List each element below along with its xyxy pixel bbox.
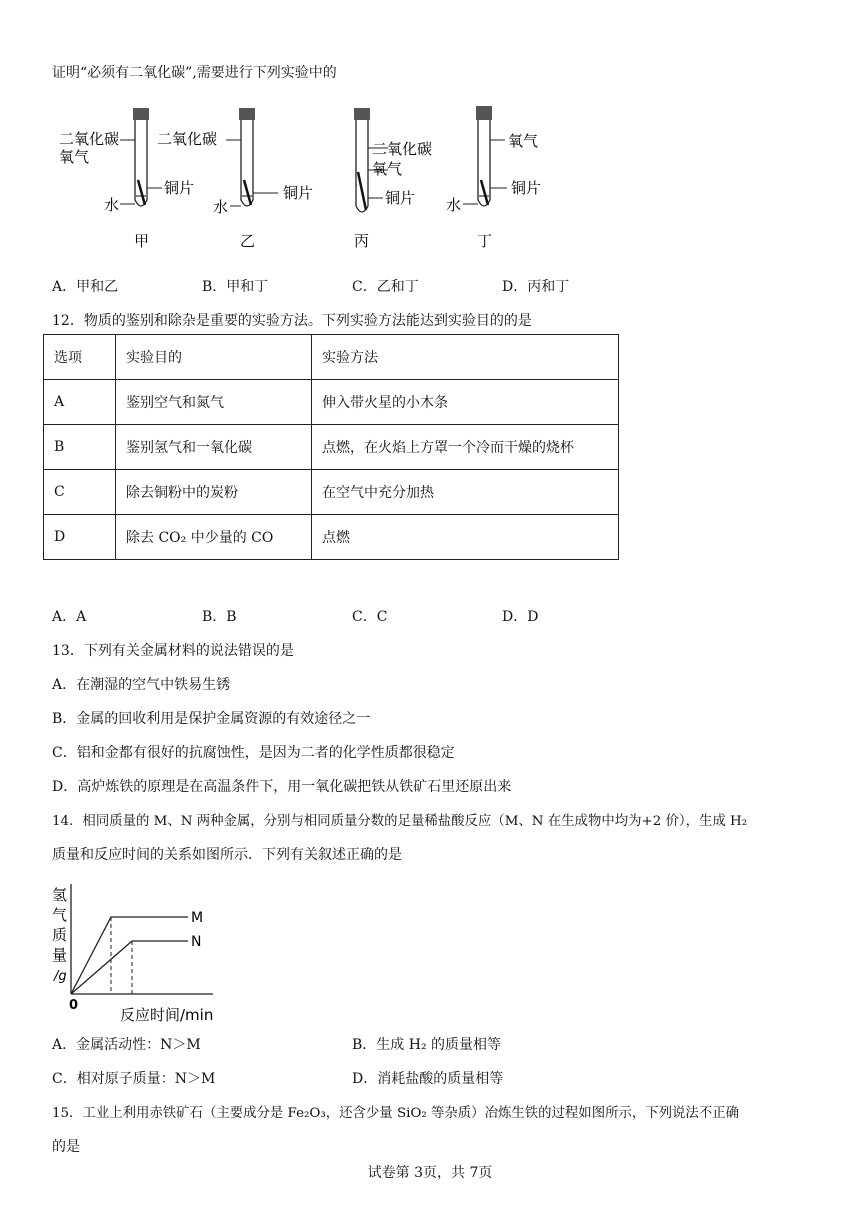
ylabel-char-2: 气 <box>52 906 68 924</box>
q12-option-a[interactable]: A．A <box>52 609 87 625</box>
tube-jia-gas-1: 二氧化碳 <box>59 130 120 148</box>
q11-option-d[interactable]: D．丙和丁 <box>502 279 570 295</box>
table-row <box>44 425 619 470</box>
tube-bing-caption: 丙 <box>354 232 370 250</box>
table-header-row <box>44 335 619 380</box>
cell-method: 在空气中充分加热 <box>312 470 619 515</box>
q15-stem-line2: 的是 <box>52 1139 80 1155</box>
tube-yi-caption: 乙 <box>240 232 256 250</box>
q12-option-c[interactable]: C．C <box>352 609 388 625</box>
tube-jia-copper: 铜片 <box>164 179 195 197</box>
page-footer: 试卷第 3页，共 7页 <box>367 1165 493 1181</box>
tube-yi-water: 水 <box>213 198 229 216</box>
tube-yi-copper: 铜片 <box>283 184 314 202</box>
series-n-label: N <box>191 934 202 950</box>
tube-jia-caption: 甲 <box>134 232 150 250</box>
q11-test-tube-figure <box>0 100 860 300</box>
q13-stem: 13．下列有关金属材料的说法错误的是 <box>52 643 294 659</box>
cell-option: A <box>44 380 116 425</box>
q14-option-c[interactable]: C．相对原子质量：N＞M <box>52 1071 216 1087</box>
ylabel-char-3: 质 <box>52 926 68 944</box>
chart-origin: 0 <box>69 998 79 1013</box>
cell-option: B <box>44 425 116 470</box>
tube-bing-gas-1: 二氧化碳 <box>372 140 433 158</box>
cell-method: 点燃，在火焰上方罩一个冷而干燥的烧杯 <box>312 425 619 470</box>
tube-bing-gas-2: 氧气 <box>372 160 403 178</box>
header-purpose: 实验目的 <box>116 335 312 380</box>
ylabel-char-1: 氢 <box>52 886 68 904</box>
q14-stem-line1: 14．相同质量的 M、N 两种金属，分别与相同质量分数的足量稀盐酸反应（M、N 在生成物中均为+2 价），生成 H₂ <box>52 814 748 829</box>
q12-option-b[interactable]: B．B <box>202 609 237 625</box>
q14-option-b[interactable]: B．生成 H₂ 的质量相等 <box>352 1037 502 1053</box>
cell-method: 点燃 <box>312 515 619 560</box>
tube-ding-copper: 铜片 <box>511 179 542 197</box>
ylabel-char-4: 量 <box>52 946 68 964</box>
q12-stem: 12．物质的鉴别和除杂是重要的实验方法。下列实验方法能达到实验目的的是 <box>52 313 532 329</box>
table-row <box>44 515 619 560</box>
tube-yi-gas-1: 二氧化碳 <box>157 130 218 148</box>
chart-xlabel: 反应时间/min <box>120 1006 214 1024</box>
q13-option-a[interactable]: A．在潮湿的空气中铁易生锈 <box>52 677 231 693</box>
q13-option-d[interactable]: D．高炉炼铁的原理是在高温条件下，用一氧化碳把铁从铁矿石里还原出来 <box>52 779 512 795</box>
tube-bing <box>354 108 432 250</box>
table-row <box>44 470 619 515</box>
q14-option-d[interactable]: D．消耗盐酸的质量相等 <box>352 1071 504 1087</box>
table-row <box>44 380 619 425</box>
ylabel-unit: /g <box>54 969 67 984</box>
tube-bing-copper: 铜片 <box>385 189 416 207</box>
tube-jia-gas-2: 氧气 <box>59 148 90 166</box>
q11-option-a[interactable]: A．甲和乙 <box>52 279 119 295</box>
cell-purpose: 鉴别氢气和一氧化碳 <box>116 425 312 470</box>
cell-purpose: 除去 CO₂ 中少量的 CO <box>116 515 312 560</box>
header-method: 实验方法 <box>312 335 619 380</box>
series-m-line <box>71 917 188 994</box>
header-option: 选项 <box>44 335 116 380</box>
q14-option-a[interactable]: A．金属活动性：N＞M <box>52 1037 201 1053</box>
q12-table <box>43 334 619 560</box>
cell-method: 伸入带火星的小木条 <box>312 380 619 425</box>
q14-stem-line2: 质量和反应时间的关系如图所示．下列有关叙述正确的是 <box>52 847 402 863</box>
series-m-label: M <box>191 910 204 926</box>
tube-ding <box>446 106 541 250</box>
q14-hydrogen-chart <box>48 878 248 1028</box>
cell-option: C <box>44 470 116 515</box>
tube-ding-gas-1: 氧气 <box>508 132 539 150</box>
series-n-line <box>71 941 188 994</box>
q11-option-b[interactable]: B．甲和丁 <box>202 279 269 295</box>
q13-option-b[interactable]: B．金属的回收利用是保护金属资源的有效途径之一 <box>52 711 371 727</box>
cell-option: D <box>44 515 116 560</box>
q11-stem: 证明“必须有二氧化碳”,需要进行下列实验中的 <box>52 65 337 81</box>
q13-option-c[interactable]: C．铝和金都有很好的抗腐蚀性，是因为二者的化学性质都很稳定 <box>52 745 455 761</box>
tube-ding-caption: 丁 <box>477 232 493 250</box>
cell-purpose: 除去铜粉中的炭粉 <box>116 470 312 515</box>
tube-ding-water: 水 <box>446 196 462 214</box>
q11-option-c[interactable]: C．乙和丁 <box>352 279 419 295</box>
cell-purpose: 鉴别空气和氮气 <box>116 380 312 425</box>
q12-option-d[interactable]: D．D <box>502 609 539 625</box>
q15-stem-line1: 15．工业上利用赤铁矿石（主要成分是 Fe₂O₃，还含少量 SiO₂ 等杂质）冶炼生铁的过程如图所示，下列说法不正确 <box>52 1106 739 1121</box>
tube-jia-water: 水 <box>104 196 120 214</box>
